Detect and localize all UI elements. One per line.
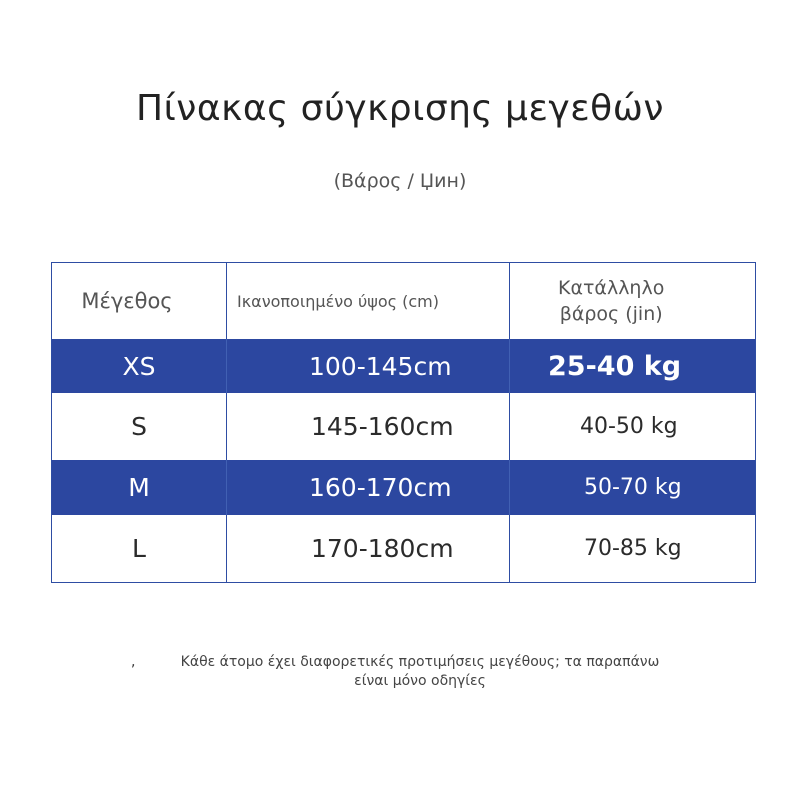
weight-cell	[509, 339, 755, 393]
weight-cell	[509, 515, 755, 582]
header-height-cell	[226, 263, 509, 339]
weight-value: 40-50 kg	[580, 414, 678, 439]
size-cell	[52, 460, 226, 515]
height-cell	[226, 339, 509, 393]
header-weight-label	[510, 275, 664, 327]
height-cell	[226, 515, 509, 582]
header-weight-line1: Κατάλληλο	[558, 277, 665, 299]
size-value: XS	[122, 351, 156, 381]
footnote-line2: είναι μόνο οδηγίες	[354, 673, 486, 689]
size-value: S	[131, 412, 147, 441]
weight-value: 25-40 kg	[548, 350, 682, 382]
table-row	[52, 460, 755, 515]
table-row	[52, 515, 755, 582]
height-value: 160-170cm	[309, 473, 452, 502]
size-cell	[52, 393, 226, 460]
table-row	[52, 339, 755, 393]
weight-cell	[509, 460, 755, 515]
size-value: L	[132, 534, 146, 563]
table-row	[52, 393, 755, 460]
table-header-row	[52, 263, 755, 339]
size-value: M	[128, 473, 150, 502]
note-mark: ,	[131, 654, 136, 670]
height-cell	[226, 460, 509, 515]
header-weight-cell	[509, 263, 755, 339]
height-value: 100-145cm	[309, 351, 452, 381]
weight-value: 50-70 kg	[584, 475, 682, 500]
header-size-label: Μέγεθος	[81, 289, 173, 313]
size-cell	[52, 515, 226, 582]
page-title: Πίνακας σύγκρισης μεγεθών	[136, 88, 664, 129]
height-value: 145-160cm	[311, 412, 454, 441]
page-subtitle: (Βάρος / Џин)	[333, 170, 467, 192]
weight-value: 70-85 kg	[584, 536, 682, 561]
header-height-label: Ικανοποιημένο ύψος (cm)	[237, 291, 439, 311]
height-cell	[226, 393, 509, 460]
header-size-cell	[52, 263, 226, 339]
weight-cell	[509, 393, 755, 460]
size-cell	[52, 339, 226, 393]
footnote-line1: Κάθε άτομο έχει διαφορετικές προτιμήσεις μεγέθους; τα παραπάνω	[180, 654, 660, 670]
footnote	[150, 653, 690, 691]
height-value: 170-180cm	[311, 534, 454, 563]
header-weight-line2: βάρος (jin)	[559, 303, 663, 325]
size-chart-table	[51, 262, 756, 583]
